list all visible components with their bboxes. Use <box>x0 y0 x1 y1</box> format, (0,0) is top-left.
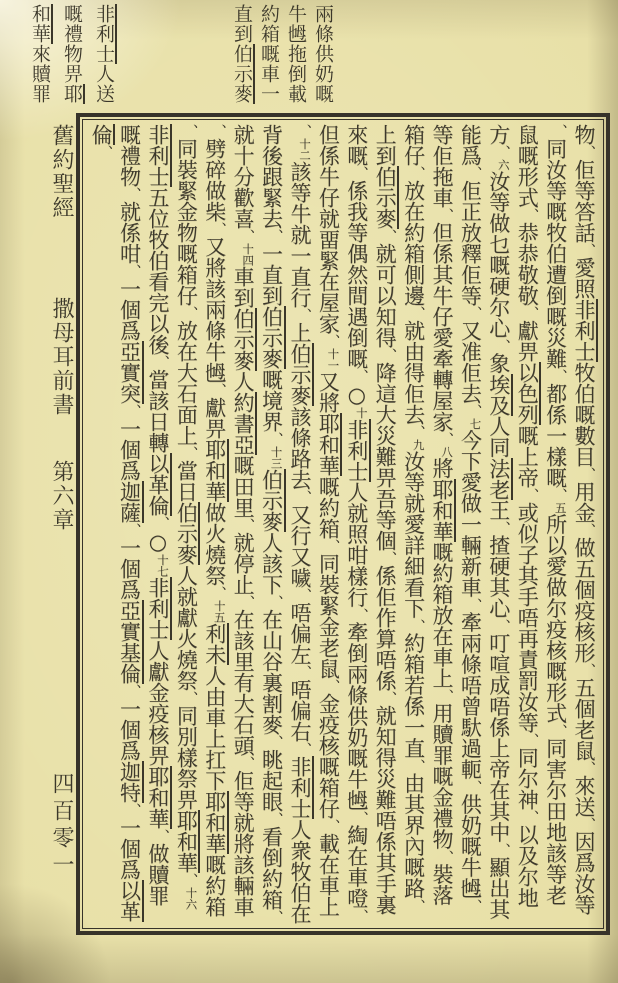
scripture-body-text: 物、佢等答話、愛照非利士牧伯嘅數目、用金、做五個疫核形、五個老鼠、來送、因爲汝等、同汝等嘅牧伯遭倒嘅災難、都係一樣嘅、五所以愛做尔疫核嘅形式、同害尔田地該等老鼠嘅形式、恭恭敬敬、獻畀以色列嘅上帝、或似子其手唔再責罰汝等、同尔神、以及尔地方、六汝等做乜嘅硬尔心、象埃及人同法老王、揸硬其心、叮喧成唔係上帝在其中、顯出其能爲、佢正放釋佢等、又准佢去、七今下愛做一輛新車、牽兩條唔曾馱過軛、供奶嘅牛乸、等佢拖車、但係其牛仔愛牽轉屋家、八將耶和華嘅約箱放在車上、用贖罪嘅金禮物、裝落箱仔、放在約箱側邊、就由得佢去、九汝等就愛詳細看下、約箱若係一直、由其界內嘅路、上到伯示麥、就可以知得、降這大災難畀吾等個、係佢作算唔係、就知得災難唔係其手裏來嘅、係我等偶然間遇倒嘅、○十非利士人就照咁樣行、牽倒兩條供奶嘅牛乸、綯在車噔、但係牛仔就畱緊在屋家、十一又將耶和華嘅約箱、同裝緊金老鼠、金疫核嘅箱仔、載在車上、十二該等牛就一直行、上伯示麥該條路去、又行又噦、唔偏左、唔偏右、非利士人衆牧伯在背後跟緊去、一直到伯示麥嘅境界、十三伯示麥人該下、在山谷裏割麥、眺起眼、看倒約箱、就十分歡喜、十四車到伯示麥人約書亞嘅田里、就停止、在該里有大石頭、佢等就將該輛車、劈碎做柴、又將該兩條牛乸、獻畀耶和華做火燒祭、十五利未人由車上扛下耶和華嘅約箱、同裝緊金物嘅箱仔、放在大石面上、當日伯示麥人就獻火燒祭、同別樣祭畀耶和華、十六非利士五位牧伯看完以後、當該日轉以革倫、○十七非利士人獻金疫核畀耶和華、做贖罪嘅禮物、就係咁、一個爲亞實突、一個爲迦薩、一個爲亞實基倫、一個爲迦特、一個爲以革倫、 <box>89 124 596 924</box>
section-title: 撒母耳前書 <box>49 297 74 417</box>
margin-note-cows: 兩條供奶嘅牛乸拖倒載約箱嘅車一直到伯示麥 <box>231 4 334 104</box>
page-frame-inner <box>82 119 604 929</box>
book-title: 舊約聖經 <box>49 124 74 220</box>
margin-note-philistines: 非利士人送嘅禮物畀耶和華來贖罪 <box>29 4 115 104</box>
page-frame <box>76 113 610 935</box>
page-number: 四百零一 <box>49 772 74 880</box>
chapter-number: 第六章 <box>49 460 74 532</box>
